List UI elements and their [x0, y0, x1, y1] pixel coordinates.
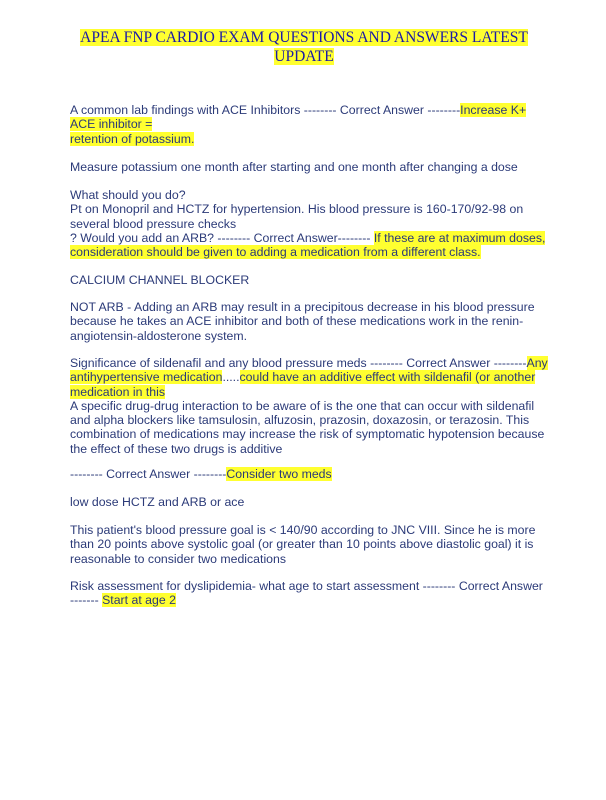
paragraph-text: several blood pressure checks: [70, 216, 237, 231]
paragraph-text: reasonable to consider two medications: [70, 551, 287, 566]
dots-separator: .....: [222, 370, 240, 385]
question-text: Significance of sildenafil and any blood pressure meds -------- Correct Answer --------: [70, 356, 527, 370]
paragraph-text: and alpha blockers like tamsulosin, alfuzosin, prazosin, doxazosin, or terazosin. This: [70, 413, 530, 428]
highlighted-answer: could have an additive effect with sildenafil (or another: [239, 370, 536, 385]
title-line-2: UPDATE: [274, 48, 334, 65]
highlighted-answer: antihypertensive medication: [70, 370, 223, 385]
highlighted-answer: ACE inhibitor =: [70, 117, 153, 132]
question-text: -------: [70, 593, 103, 608]
question-text: Risk assessment for dyslipidemia- what age to start assessment -------- Correct Answer: [70, 579, 543, 593]
paragraph-text: the effect of these two drugs is additive: [70, 441, 283, 456]
question-text: A common lab findings with ACE Inhibitors -------- Correct Answer --------: [70, 103, 461, 117]
qa-dyslipidemia: [70, 579, 543, 608]
paragraph-text: Measure potassium one month after starting and one month after changing a dose: [70, 160, 518, 174]
paragraph-measure-potassium: [70, 160, 540, 174]
paragraph-text: than 20 points above systolic goal (or greater than 10 points above diastolic goal) it is: [70, 537, 534, 552]
paragraph-text: NOT ARB - Adding an ARB may result in a precipitous decrease in his blood pressure: [70, 300, 535, 314]
paragraph-text: low dose HCTZ and ARB or ace: [70, 495, 245, 509]
paragraph-text: because he takes an ACE inhibitor and both of these medications work in the renin-: [70, 314, 524, 329]
paragraph-text: A specific drug-drug interaction to be aware of is the one that can occur with sildenafil: [70, 398, 535, 413]
paragraph-low-dose: [70, 495, 540, 509]
highlighted-answer: Any: [526, 356, 548, 370]
qa-ace-inhibitors: [70, 103, 540, 146]
paragraph-text: combination of medications may increase the risk of symptomatic hypotension because: [70, 427, 545, 442]
highlighted-answer: Increase K+: [460, 103, 527, 117]
title-line-1: APEA FNP CARDIO EXAM QUESTIONS AND ANSWERS LATEST: [80, 29, 528, 46]
paragraph-text: What should you do?: [70, 188, 186, 202]
highlighted-answer: medication in this: [70, 384, 166, 399]
paragraph-text: This patient's blood pressure goal is < 140/90 according to JNC VIII. Since he is more: [70, 523, 536, 537]
highlighted-answer: Consider two meds: [226, 467, 332, 481]
qa-two-meds: [70, 467, 540, 481]
paragraph-bp-goal: [70, 523, 540, 566]
paragraph-text: CALCIUM CHANNEL BLOCKER: [70, 273, 250, 287]
paragraph-not-arb: [70, 300, 540, 343]
highlighted-answer: Start at age 2: [102, 593, 176, 608]
highlighted-answer: If these are at maximum doses,: [373, 230, 546, 245]
document-title: [68, 28, 540, 66]
paragraph-text: angiotensin-aldosterone system.: [70, 328, 248, 343]
highlighted-answer: consideration should be given to adding a medication from a different class.: [70, 245, 481, 260]
highlighted-answer: retention of potassium.: [70, 131, 195, 146]
question-text: -------- Correct Answer --------: [70, 467, 227, 481]
question-text: ? Would you add an ARB? -------- Correct Answer--------: [70, 230, 374, 245]
paragraph-text: Pt on Monopril and HCTZ for hypertension. His blood pressure is 160-170/92-98 on: [70, 202, 524, 217]
qa-sildenafil: [70, 356, 548, 456]
qa-arb-question: [70, 188, 546, 260]
paragraph-ccb: [70, 273, 540, 287]
